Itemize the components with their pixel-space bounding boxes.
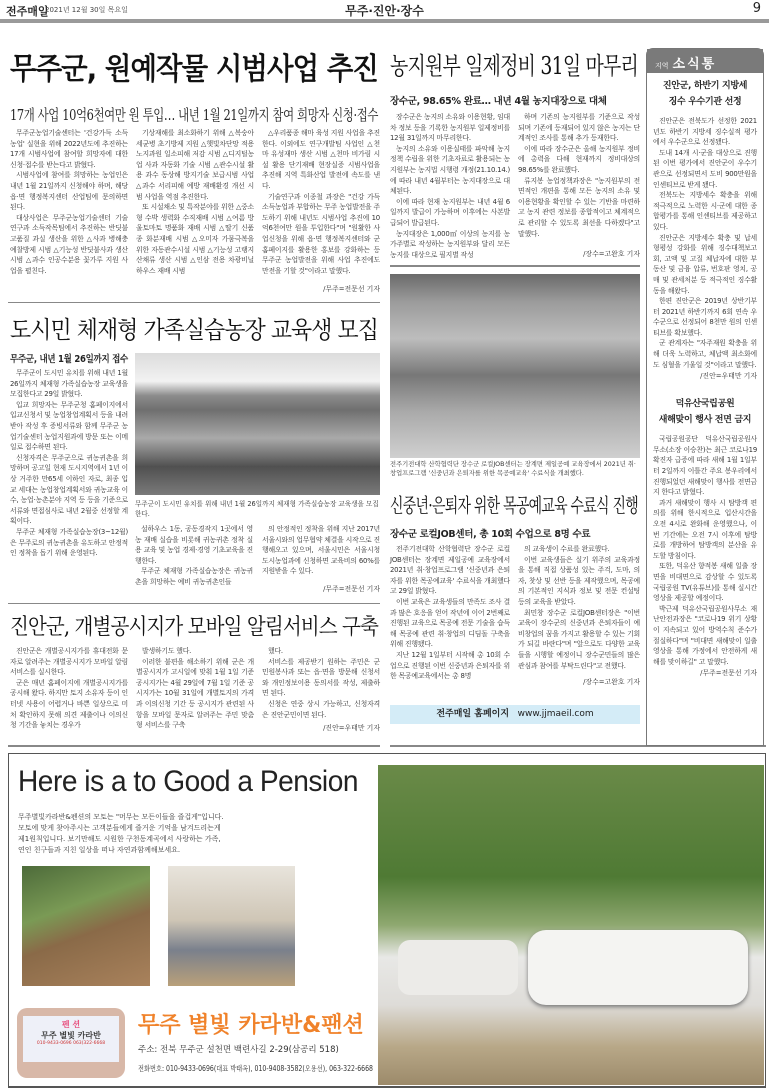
paragraph: 서비스를 제공받기 원하는 주민은 군 민원봉사과 또는 읍·면을 방문해 신청서와 개인정보이용 동의서를 작성, 제출하면 된다.	[262, 657, 380, 698]
paragraph: 농지대장은 1,000㎡ 이상의 농지를 농가주별로 작성하는 농지원부와 달리 모든 농지를 대상으로 필지별 작성	[390, 229, 510, 259]
ad-text-line: 무주별빛카라반&펜션의 모토는 "머무는 모든이들을 즐겁게"입니다.	[18, 813, 224, 821]
local-news-sidebar	[646, 48, 764, 746]
headline-line: 진안군, 하반기 지방세	[662, 81, 748, 91]
article-subhead: 장수군, 98.65% 완료… 내년 4월 농지대장으로 대체	[390, 96, 607, 107]
article-column	[262, 524, 380, 577]
paragraph: 또 시설채소 및 특작분야를 위한 △중소형 수박 생력화 수직재배 시범 △여름 방울토마토 명품화 재배 시범 △딸기 신품종 화분재배 시범 △오미자 가뭄극복을 위한 자동관수시설 시범 △기능성 고랭지 산채류 생산 시범 △인삼 전용 차광비닐하우스 재배 시범	[136, 203, 254, 275]
paragraph: 대상사업은 무주군농업기술센터 기술연구과 소득작목팀에서 추진하는 반딧불 고품질 과실 생산을 위한 △사과 병해충 예찰방제 시범 △기능성 반딧불사과 생산 시범 △과수 인공수분용 꽃가루 지원 사업을 펼친다.	[10, 213, 128, 275]
article-column	[10, 368, 128, 600]
paragraph: 최민창 장수군 로컬JOB센터장은 "이번 교육이 장수군의 신중년과 은퇴자들이 예비창업의 꿈을 가지고 활용할 수 있는 기회가 되길 바란다"며 "앞으로도 다양한 교육들을 시행할 예정이니 장수군민들의 많은 관심과 참여를 부탁드린다"고 전했다.	[518, 608, 640, 670]
article-headline: 신중년·은퇴자 위한 목공예교육 수료식 진행	[390, 494, 639, 517]
byline: /장수=고완호 기자	[583, 250, 640, 258]
paragraph: 무주군농업기술센터는 '건강가득 소득농업' 실현을 위해 2022년도에 추진하는 17개 시범사업에 참여할 희망자에 대한 신청·접수를 받는다고 밝혔다.	[10, 129, 128, 169]
paragraph: 국립공원공단 덕유산국립공원사무소(소장 이승찬)는 최근 코로나19 확진자 급증에 따라 새해 1월 1일부터 2일까지 이틀간 주요 봉우리에서 진행되었던 새해맞이 행사를 전면금지 한다고 밝혔다.	[653, 435, 757, 497]
paragraph: 박근제 덕유산국립공원사무소 재난안전과장은 "코로나19 위기 상황이 지속되고 있어 방역수칙 준수가 절실하다"며 "비대면 새해맞이 일출 영상을 통해 가정에서 안전하게 새해를 맞이하길" 고 말했다.	[653, 604, 757, 666]
article-headline: 진안군, 개별공시지가 모바일 알림서비스 구축	[10, 615, 378, 640]
article-headline: 도시민 체재형 가족실습농장 교육생 모집	[10, 316, 379, 344]
paragraph: 이에 따라 현재 농지원부는 내년 4월 6일까지 발급이 가능하며 이후에는 사본발급되어 발급된다.	[390, 197, 510, 227]
ad-title: Here is a to Good a Pension	[18, 765, 358, 798]
article-column	[136, 128, 254, 293]
divider	[8, 603, 380, 604]
paragraph: 군 관계자는 "자주재원 확충을 위해 더욱 노력하고, 체납액 최소화에도 심혈을 기울일 것"이라고 말했다.	[653, 339, 757, 369]
caravan-shape	[398, 940, 518, 995]
byline: /무주=전문선 기자	[323, 285, 380, 293]
page-number: 9	[752, 1, 761, 16]
farm-photo	[135, 353, 380, 495]
paragraph: 전북도는 지방세수 확충을 위해 적극적으로 노력한 시·군에 대한 종합평가를 통해 인센티브를 제공하고 있다.	[653, 191, 757, 231]
article-column	[136, 646, 254, 742]
pension-address: 주소: 전북 무주군 설천면 백련사길 2-29(삼공리 518)	[138, 1045, 339, 1055]
paragraph: 진안군은 개별공시지가를 휴대전화 문자로 알려주는 개별공시지가 모바일 알림서비스를 실시한다.	[10, 647, 128, 677]
caravan-photo	[378, 765, 764, 1085]
headline-line: 새해맞이 행사 전면 금지	[658, 415, 752, 426]
paragraph: 진안군은 지방세수 확충 및 납세 형평성 강화를 위해 징수대책보고회, 고액 및 고질 체납자에 대한 부동산 및 금융 압류, 번호판 영치, 공매 및 관세처분 등 적극적인 징수활동을 해왔다.	[653, 233, 757, 295]
byline: /진안=우태만 기자	[323, 724, 380, 732]
deck-photo	[22, 866, 150, 986]
brief-body	[653, 116, 757, 370]
paragraph: 도내 14개 시·군을 대상으로 진행된 이번 평가에서 진안군이 우수기관으로 선정되면서 도비 900만원을 인센티브로 받게 됐다.	[653, 148, 757, 189]
ad-description	[18, 812, 224, 856]
paragraph: 신청자격은 무주군으로 귀농귀촌을 희망하며 공고일 현재 도시지역에서 1년 이상 거주한 만65세 이하인 자로, 최종 입교 세대는 농업창업계획서와 귀농교육 이수, 농업·농촌분야 지역 등 등을 기준으로 서류와 면접심사로 내년 2월중 선정할 계획이다.	[10, 453, 128, 526]
article-column	[135, 524, 253, 596]
brief-headline	[653, 396, 757, 428]
article-column	[262, 128, 380, 276]
pension-phone: 전화번호: 010-9433-0696(대표 박태옥), 010-9408-3582(오용선), 063-322-6668	[138, 1064, 373, 1073]
sidebar-tag: 지역	[655, 62, 669, 70]
headline-line: 덕유산국립공원	[675, 399, 735, 410]
photo-caption: 전주기전대학 산학협력단 장수군 로컬JOB센터는 장계면 제일공예 교육장에서 2021년 취·창업프로그램 '신중년과 은퇴자를 위한 목공예교육' 수료식을 개최했다.	[390, 461, 636, 477]
homepage-label: 전주매일 홈페이지	[436, 709, 510, 719]
photo-caption: 무주군이 도시민 유치를 위해 내년 1월 26일까지 체재형 가족실습농장 교육생을 모집한다.	[135, 500, 379, 518]
paragraph: △우리품종 해마 육성 지원 사업을 추진한다. 이외에도 연구개발팀 사업인 △천마 유성재마 생산 시범 △천마 비가림 시설 활용 단기재배 현장실증 시범사업을 추진해 지역 특화산업 발전에 속도를 낸다.	[262, 129, 380, 190]
paragraph: 무주군이 도시민 유치를 위해 내년 1월 26일까지 체재형 가족실습농장 교육생을 모집한다고 29일 밝혔다.	[10, 369, 128, 399]
byline: /무주=전문선 기자	[700, 669, 757, 678]
paragraph: 군은 매년 홈페이지에 개별공시지가를 공시해 왔다. 하지만 토지 소유자 등이 인터넷 사용이 어렵거나 바쁜 일상으로 미처 확인하지 못해 의견 제출이나 이의신청 기간을 놓치는 경우가	[10, 678, 128, 730]
paragraph: 신청은 연중 상시 가능하고, 신청자격은 진안군민이면 된다.	[262, 699, 380, 719]
paragraph: 입교 희망자는 무주군청 홈페이지에서 입교신청서 및 농업창업계획서 등을 내려 받아 작성 후 증빙서류와 함께 무주군 농업기술센터 농업지원과에 방문 또는 이메일로 접수하면 된다.	[10, 400, 128, 452]
article-headline: 농지원부 일제정비 31일 마무리	[390, 52, 638, 80]
paragraph: 농지의 소유와 이용실태를 파악해 농지정책 수립을 위한 기초자료로 활용되는 농지원부는 농지법 시행령 개정(21.10.14.)에 따라 내년 4월부터는 농지대장으로 대체된다.	[390, 144, 510, 196]
paragraph: 과거 새해맞이 행사 시 탐방객 편의를 위해 한시적으로 입산시간을 오전 4시로 완화해 운영했으나, 이번 기간에는 오전 7시 이후에 탐방로를 개방하여 탐방객의 분산을 유도할 방침이다.	[653, 498, 757, 560]
newspaper-logo: 전주매일	[6, 5, 49, 18]
article-column	[518, 112, 640, 239]
sidebar-header	[647, 49, 763, 73]
ad-text-line: 연인 친구들과 지친 일상을 떠나 자연과함께해보세요.	[18, 846, 181, 854]
article-subhead: 장수군 로컬JOB센터, 총 10회 수업으로 8명 수료	[390, 529, 591, 540]
paragraph: 류지봉 농업정책과장은 "농지원부의 전면적인 개편을 통해 모든 농지의 소유 및 이용현황을 확인할 수 있는 기반을 마련하고 농지 관련 정보를 종합적이고 체계적으로 관리할 수 있도록 최선을 다하겠다"고 말했다.	[518, 176, 640, 238]
paragraph: 이번 교육생들은 실기 위주의 교육과정을 통해 직접 상품성 있는 주걱, 도마, 의자, 찻상 및 선반 등을 제작했으며, 목공예의 기본적인 지식과 정보 및 전문 컨설팅 등의 교육을 받았다.	[518, 555, 640, 606]
brief-headline	[653, 78, 757, 110]
byline: /무주=전문선 기자	[323, 585, 380, 593]
sign-text: 펜 션	[61, 1020, 81, 1029]
paragraph: 기상재해를 최소화하기 위해 △복숭아 세균병 초기방제 지원 △햇빛차단망 적용 노지과원 일소피해 저감 시범 △디지털농업 사과 자동화 기술 시범 △관수시설 활용 과수 동상해 방지기술 보급시범 사업 △과수 서리피해 예방 재배환경 개선 시범 사업을 역점 추진한다.	[136, 129, 254, 201]
homepage-url[interactable]: www.jjmaeil.com	[517, 709, 594, 719]
paragraph: 진안군은 전북도가 선정한 2021년도 하반기 지방세 징수실적 평가에서 우수군으로 선정됐다.	[653, 117, 757, 147]
paragraph: 이에 따라 장수군은 올해 농지원부 정비에 총력을 다해 현재까지 정비대상의 98.65%를 완료했다.	[518, 144, 640, 174]
workshop-photo	[390, 274, 640, 458]
byline: /장수=고완호 기자	[583, 678, 640, 686]
divider	[8, 745, 380, 747]
caravan-shape	[528, 930, 748, 1005]
article-column	[10, 128, 128, 293]
sign-text: 무주 별빛 카라반	[41, 1031, 101, 1040]
pension-name: 무주 별빛 카라반&팬션	[138, 1013, 364, 1038]
paragraph: 전주기전대학 산학협력단 장수군 로컬JOB센터는 장계면 제일공예 교육장에서 2021년 취·창업프로그램 '신중년과 은퇴자를 위한 목공예교육' 수료식을 개최했다고 29일 밝혔다.	[390, 545, 510, 596]
paragraph: 설하우스 1동, 공동경작지 1곳에서 영농 재배 실습을 비롯해 귀농귀촌 정착 실용 교육 및 농업 경제·경영 기초교육을 진행한다.	[135, 525, 253, 565]
paragraph: 무주군 체재형 가족실습농장(3~12월)은 무주로의 귀농귀촌을 유도하고 안정적인 정착을 돕기 위해 운영된다.	[10, 527, 128, 558]
brief-body	[653, 434, 757, 667]
sign-text: 010-9433-0696 063)322-6668	[36, 1041, 106, 1046]
byline: /진안=우태만 기자	[700, 372, 757, 381]
article-subhead: 무주군, 내년 1월 26일까지 접수	[10, 354, 129, 365]
divider	[390, 265, 640, 267]
pension-sign	[17, 1008, 125, 1078]
paragraph: 이러한 불편을 해소하기 위해 군은 개별공시지가 고시일에 맞춰 1월 1일 기준 공시지가는 4월 29일에 7월 1일 기준 공시지가는 10월 31일에 개별토지의 가격과 이의신청 기간 등 공시지가 관련된 사항을 모바일 문자로 알려주는 주민 맞춤형 서비스를 구축	[136, 657, 254, 730]
paragraph: 의 안정적인 정착을 위해 지난 2017년 서울시와의 업무협약 체결을 시작으로 진행해오고 있으며, 서울시민은 서울시청 도시농업과에 신청하면 교육비의 60%를 지원받을 수 있다.	[262, 525, 380, 576]
paragraph: 이번 교육은 교육생들의 만족도 조사 결과 많은 호응을 얻어 작년에 이어 2번째로 진행된 교육으로 목공예 전문 기술을 습득해 목공예 관련 취·창업의 디딤돌 구축을 위해 진행됐다.	[390, 597, 510, 649]
paragraph: 했다.	[268, 647, 283, 655]
paragraph: 하며 기존의 농지원부를 기준으로 작성되며 기존에 등재되어 있지 않은 농지는 단계적인 조사를 통해 추가 등재한다.	[518, 113, 640, 143]
paragraph: 발생하기도 했다.	[142, 647, 192, 655]
article-headline: 무주군, 원예작물 시범사업 추진	[10, 52, 378, 87]
paragraph: 지난 12월 1일부터 시작해 총 10회 수업으로 진행된 이번 신중년과 은퇴자를 위한 목공예교육에서는 총 8명	[390, 650, 510, 681]
paragraph: 시범사업에 참여를 희망하는 농업인은 내년 1월 21일까지 신청해야 하며, 해당 읍·면 행정복지센터 산업팀에 문의하면 된다.	[10, 171, 128, 212]
paragraph: 장수군은 농지의 소유와 이용현황, 임대차 정보 등을 기록한 농지원부 일제정비를 12월 31일까지 마무리한다.	[390, 113, 510, 143]
ad-text-line: 제1원칙입니다. 보기만해도 시원한 구천동계곡에서 사랑하는 가족,	[18, 835, 221, 843]
sidebar-title: 소식통	[672, 57, 717, 72]
section-title: 무주·진안·장수	[345, 4, 424, 18]
paragraph: 한편 진안군은 2019년 상반기부터 2021년 하반기까지 6회 연속 우수군으로 선정되어 8천만 원의 인센티브를 확보했다.	[653, 297, 757, 337]
article-column	[390, 112, 510, 260]
paragraph: 기술연구과 이종철 과장은 "건강 가득 소득농업과 부합하는 무주 농업발전을 주도하기 위해 내년도 시범사업 추진에 10억6천여만 원을 투입한다"며 "원활한 사업신청을 위해 읍·면 행정복지센터와 군 홈페이지를 활용한 홍보를 강화하는 등 무주군 농업발전을 위해 사업 추진에도 만전을 기할 것"이라고 말했다.	[262, 192, 380, 275]
article-column	[518, 544, 640, 671]
paragraph: 의 교육생이 수료를 완료했다.	[524, 545, 610, 553]
headline-line: 징수 우수기관 선정	[668, 97, 742, 107]
room-photo	[168, 866, 295, 986]
issue-date: 2021년 12월 30일 목요일	[45, 6, 128, 14]
paragraph: 무주군 체재형 가족실습농장은 귀농귀촌을 희망하는 예비 귀농귀촌인들	[135, 567, 253, 586]
article-deck: 17개 사업 10억6천여만 원 투입… 내년 1월 21일까지 참여 희망자 신청·접수	[10, 106, 378, 124]
header-rule	[0, 19, 769, 23]
article-column	[10, 646, 128, 742]
ad-text-line: 모토에 맞게 찾아주시는 고객분들에게 즐거운 기억을 남겨드리는게	[18, 824, 221, 832]
article-column	[390, 544, 510, 682]
homepage-banner[interactable]	[390, 705, 640, 724]
paragraph: 또한, 덕유산 향적봉 새해 일출 장면을 비대면으로 감상할 수 있도록 국립공원 TV(유튜브)를 통해 실시간 영상을 제공할 예정이다.	[653, 562, 757, 603]
divider	[8, 302, 380, 303]
article-column	[262, 646, 380, 719]
